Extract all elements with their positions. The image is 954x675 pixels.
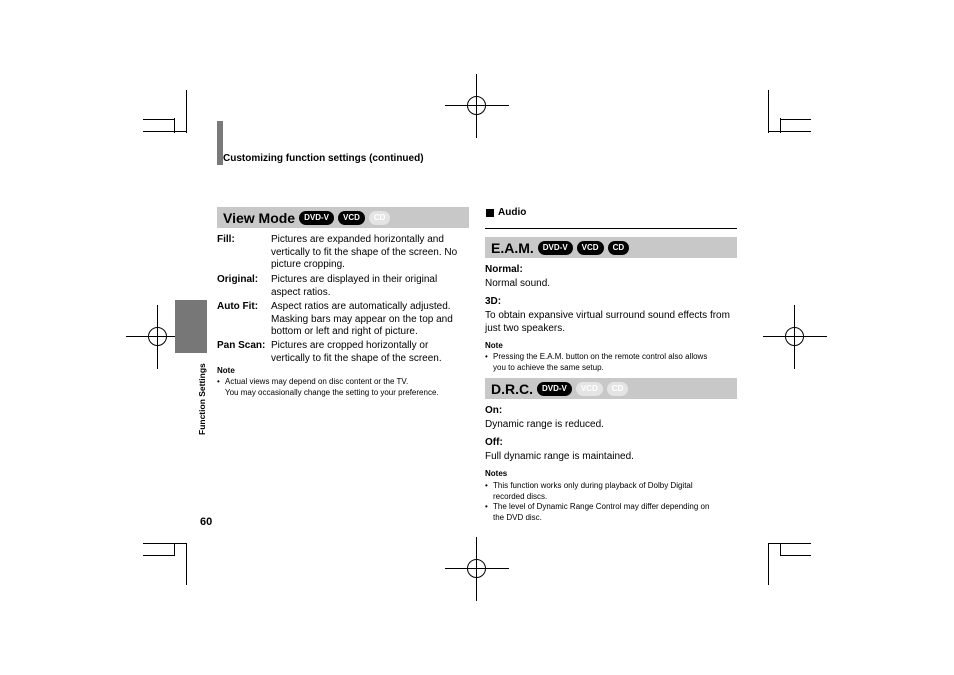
audio-heading: Audio	[498, 207, 527, 218]
fill-term: Fill:	[217, 234, 235, 245]
dvd-v-badge: DVD-V	[299, 211, 334, 225]
drc-header	[485, 378, 737, 399]
eam-note-heading: Note	[485, 341, 503, 350]
auto-fit-term: Auto Fit:	[217, 301, 259, 312]
dvd-v-badge: DVD-V	[537, 382, 572, 396]
bullet: •	[485, 352, 488, 361]
bullet: •	[485, 481, 488, 490]
drc-title: D.R.C.	[491, 380, 533, 397]
eam-3d-text: To obtain expansive virtual surround sound effects from just two speakers.	[485, 310, 730, 334]
pan-scan-desc: Pictures are cropped horizontally or vertically to fit the shape of the screen.	[271, 340, 442, 364]
cd-badge: CD	[369, 211, 391, 225]
cd-badge: CD	[607, 382, 629, 396]
eam-normal-label: Normal:	[485, 264, 523, 275]
registration-mark-right	[763, 305, 827, 369]
bullet: •	[217, 377, 220, 386]
running-title: Customizing function settings (continued)	[223, 153, 424, 164]
fill-desc: Pictures are expanded horizontally and vertically to fit the shape of the screen. No picture cropping.	[271, 234, 458, 270]
section-tab-label: Function Settings	[197, 363, 207, 435]
vcd-badge: VCD	[576, 382, 603, 396]
drc-notes-heading: Notes	[485, 469, 508, 478]
auto-fit-desc: Aspect ratios are automatically adjusted. Masking bars may appear on the top and bottom or left and right of picture.	[271, 301, 453, 337]
cd-badge: CD	[608, 241, 630, 255]
drc-note-1: This function works only during playback of Dolby Digital recorded discs.	[493, 481, 693, 501]
original-desc: Pictures are displayed in their original aspect ratios.	[271, 274, 438, 298]
bullet: •	[485, 502, 488, 511]
audio-square-icon	[486, 209, 494, 217]
eam-title: E.A.M.	[491, 239, 534, 256]
registration-mark-bottom	[445, 537, 509, 601]
drc-on-text: Dynamic range is reduced.	[485, 419, 604, 430]
view-mode-header	[217, 207, 469, 228]
section-tab	[175, 300, 207, 353]
eam-note-text: Pressing the E.A.M. button on the remote control also allows you to achieve the same setup.	[493, 352, 708, 372]
audio-rule	[485, 228, 737, 229]
eam-header	[485, 237, 737, 258]
original-term: Original:	[217, 274, 259, 285]
page-number: 60	[200, 516, 213, 528]
registration-mark-top	[445, 74, 509, 138]
vcd-badge: VCD	[338, 211, 365, 225]
pan-scan-term: Pan Scan:	[217, 340, 266, 351]
dvd-v-badge: DVD-V	[538, 241, 573, 255]
view-mode-note-text: Actual views may depend on disc content or the TV. You may occasionally change the setting to your preference.	[225, 377, 439, 397]
vcd-badge: VCD	[577, 241, 604, 255]
drc-off-label: Off:	[485, 437, 503, 448]
drc-note-2: The level of Dynamic Range Control may differ depending on the DVD disc.	[493, 502, 710, 522]
view-mode-note-heading: Note	[217, 366, 235, 375]
eam-3d-label: 3D:	[485, 296, 502, 307]
eam-normal-text: Normal sound.	[485, 278, 551, 289]
drc-on-label: On:	[485, 405, 503, 416]
drc-off-text: Full dynamic range is maintained.	[485, 451, 634, 462]
view-mode-title: View Mode	[223, 209, 296, 226]
